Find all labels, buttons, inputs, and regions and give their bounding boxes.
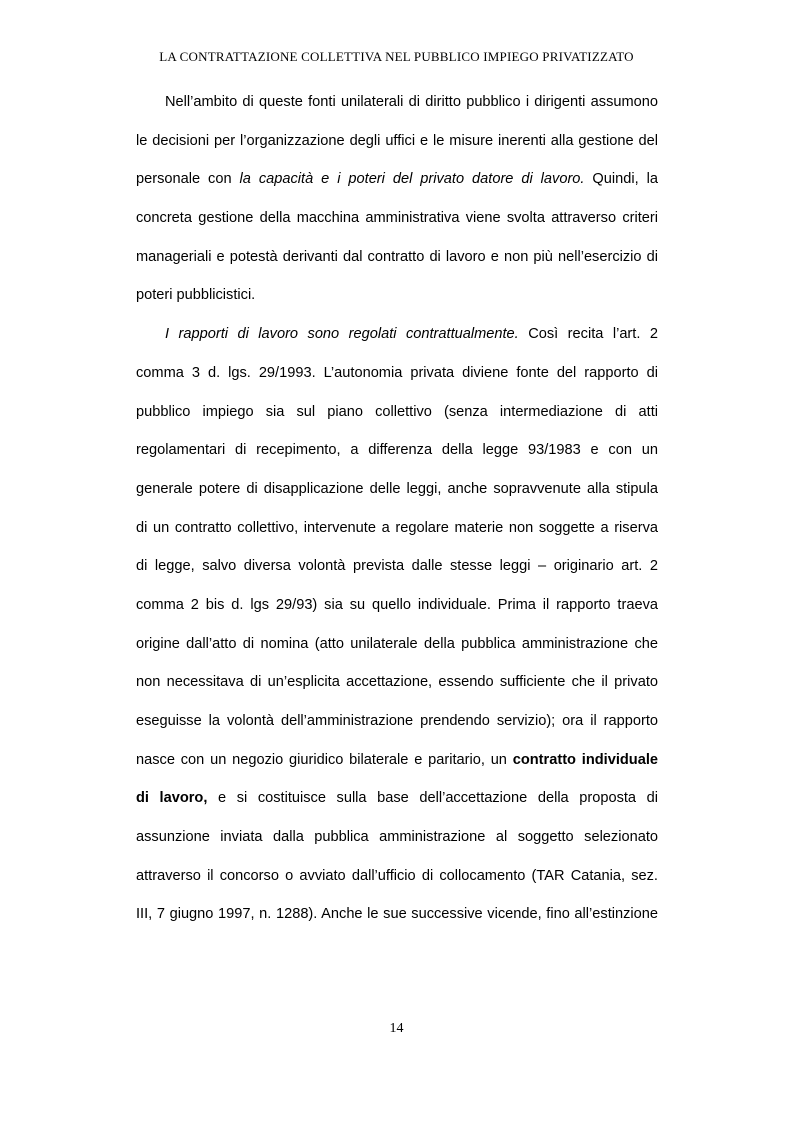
italic-phrase: I rapporti di lavoro sono regolati contrattualmente. xyxy=(165,326,519,343)
paragraph-line: III, 7 giugno 1997, n. 1288). Anche le sue successive vicende, fino all’estinzione xyxy=(136,906,658,923)
paragraph-line: concreta gestione della macchina amministrativa viene svolta attraverso criteri xyxy=(136,210,658,227)
paragraph-line: manageriali e potestà derivanti dal contratto di lavoro e non più nell’esercizio di xyxy=(136,248,658,265)
paragraph-1 xyxy=(136,83,658,315)
paragraph-line xyxy=(136,741,658,780)
text-run: nasce con un negozio giuridico bilaterale e paritario, un xyxy=(136,751,513,768)
paragraph-line: le decisioni per l’organizzazione degli uffici e le misure inerenti alla gestione del xyxy=(136,132,658,149)
paragraph-line: Nell’ambito di queste fonti unilaterali di diritto pubblico i dirigenti assumono xyxy=(165,94,658,110)
text-run: personale con xyxy=(136,171,240,188)
page-number: 14 xyxy=(389,1021,404,1036)
paragraph-line: pubblico impiego sia sul piano collettivo (senza intermediazione di atti xyxy=(136,403,658,420)
paragraph-line: comma 2 bis d. lgs 29/93) sia su quello individuale. Prima il rapporto traeva xyxy=(136,596,658,613)
paragraph-line: eseguisse la volontà dell’amministrazione prendendo servizio); ora il rapporto xyxy=(136,713,658,729)
paragraph-2 xyxy=(136,315,658,934)
body-text xyxy=(136,83,658,934)
paragraph-line: attraverso il concorso o avviato dall’ufficio di collocamento (TAR Catania, sez. xyxy=(136,867,658,884)
paragraph-line: generale potere di disapplicazione delle leggi, anche sopravvenute alla stipula xyxy=(136,480,658,497)
text-run: e si costituisce sulla base dell’accettazione della proposta di xyxy=(207,790,658,807)
paragraph-line: non necessitava di un’esplicita accettazione, essendo sufficiente che il privato xyxy=(136,674,658,691)
text-run: Quindi, la xyxy=(584,171,658,188)
paragraph-line: di legge, salvo diversa volontà prevista dalle stesse leggi – originario art. 2 xyxy=(136,558,658,575)
paragraph-line: poteri pubblicistici. xyxy=(136,287,256,304)
running-header: LA CONTRATTAZIONE COLLETTIVA NEL PUBBLICO IMPIEGO PRIVATIZZATO xyxy=(159,49,634,64)
paragraph-line: di un contratto collettivo, intervenute a regolare materie non soggette a riserva xyxy=(136,519,658,536)
paragraph-line xyxy=(136,779,658,818)
paragraph-line xyxy=(136,315,658,354)
paragraph-line: origine dall’atto di nomina (atto unilaterale della pubblica amministrazione che xyxy=(136,635,658,652)
paragraph-line: comma 3 d. lgs. 29/1993. L’autonomia privata diviene fonte del rapporto di xyxy=(136,364,658,381)
paragraph-line xyxy=(136,160,658,199)
italic-phrase: la capacità e i poteri del privato datore di lavoro. xyxy=(239,171,585,188)
bold-phrase: contratto individuale xyxy=(512,751,658,768)
bold-phrase: di lavoro, xyxy=(136,790,208,807)
text-run: Così recita l’art. 2 xyxy=(518,326,658,343)
paragraph-line: assunzione inviata dalla pubblica amministrazione al soggetto selezionato xyxy=(136,829,658,846)
paragraph-line: regolamentari di recepimento, a differenza della legge 93/1983 e con un xyxy=(136,442,658,459)
